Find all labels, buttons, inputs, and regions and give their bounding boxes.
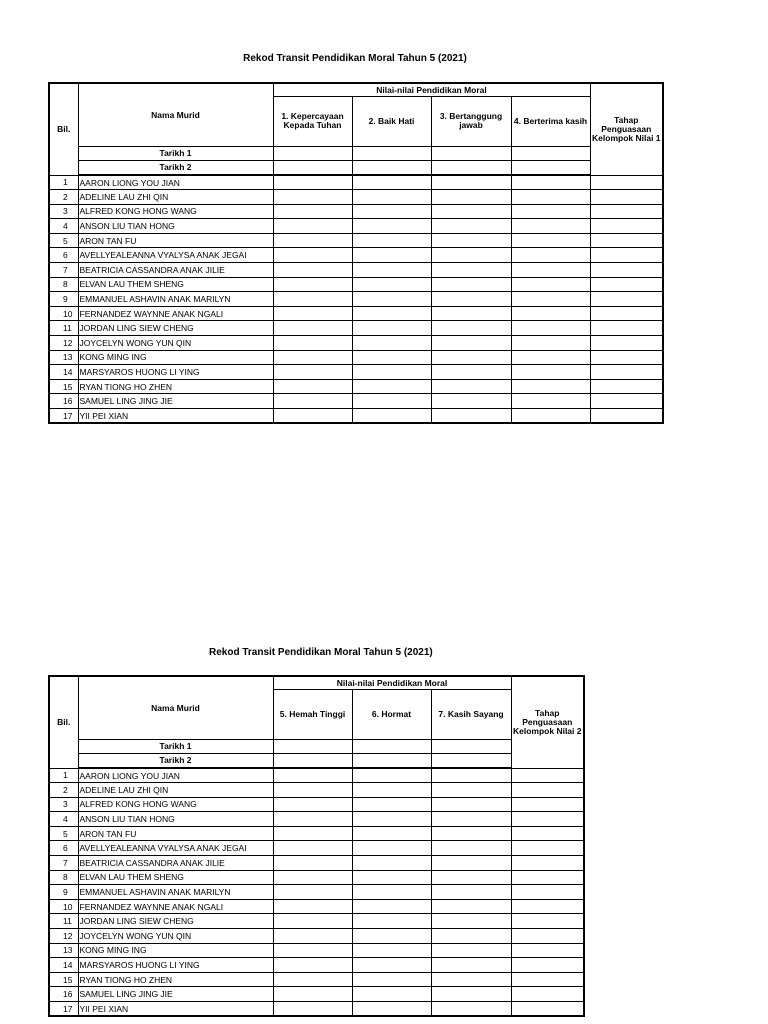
score-cell[interactable] xyxy=(273,768,352,783)
score-cell[interactable] xyxy=(431,248,511,263)
score-cell[interactable] xyxy=(590,219,663,234)
score-cell[interactable] xyxy=(431,306,511,321)
score-cell[interactable] xyxy=(511,277,590,292)
student-row xyxy=(49,841,584,856)
score-cell[interactable] xyxy=(273,292,352,307)
score-cell[interactable] xyxy=(352,175,431,190)
student-row xyxy=(49,885,584,900)
score-cell[interactable] xyxy=(431,292,511,307)
score-cell[interactable] xyxy=(352,204,431,219)
score-cell[interactable] xyxy=(590,175,663,190)
student-name: JOYCELYN WONG YUN QIN xyxy=(78,336,273,351)
student-name: AARON LIONG YOU JIAN xyxy=(78,768,273,783)
score-cell[interactable] xyxy=(511,248,590,263)
value-header-2: 2. Baik Hati xyxy=(352,96,431,146)
score-cell[interactable] xyxy=(431,350,511,365)
score-cell[interactable] xyxy=(352,306,431,321)
student-number: 11 xyxy=(49,321,78,336)
student-name: AARON LIONG YOU JIAN xyxy=(78,175,273,190)
score-cell[interactable] xyxy=(431,885,511,900)
student-number: 16 xyxy=(49,987,78,1002)
student-number: 7 xyxy=(49,263,78,278)
student-number: 10 xyxy=(49,306,78,321)
student-number: 2 xyxy=(49,190,78,205)
score-cell[interactable] xyxy=(590,321,663,336)
date1-cell[interactable] xyxy=(431,146,511,160)
score-cell[interactable] xyxy=(352,394,431,409)
score-cell[interactable] xyxy=(431,219,511,234)
score-cell[interactable] xyxy=(273,321,352,336)
date2-label: Tarikh 2 xyxy=(78,160,273,175)
score-cell[interactable] xyxy=(431,987,511,1002)
name-header: Nama Murid xyxy=(78,83,273,146)
score-cell[interactable] xyxy=(590,248,663,263)
score-cell[interactable] xyxy=(273,263,352,278)
student-name: RYAN TIONG HO ZHEN xyxy=(78,379,273,394)
score-cell[interactable] xyxy=(511,219,590,234)
score-cell[interactable] xyxy=(273,958,352,973)
score-cell[interactable] xyxy=(431,277,511,292)
student-name: ANSON LIU TIAN HONG xyxy=(78,812,273,827)
score-cell[interactable] xyxy=(352,987,431,1002)
score-cell[interactable] xyxy=(590,409,663,424)
score-cell[interactable] xyxy=(352,943,431,958)
student-row xyxy=(49,768,584,783)
score-cell[interactable] xyxy=(352,248,431,263)
date2-label: Tarikh 2 xyxy=(78,753,273,768)
student-name: MARSYAROS HUONG LI YING xyxy=(78,958,273,973)
score-cell[interactable] xyxy=(431,263,511,278)
student-rows-1 xyxy=(49,175,663,423)
score-cell[interactable] xyxy=(511,914,584,929)
score-cell[interactable] xyxy=(431,783,511,798)
score-cell[interactable] xyxy=(431,233,511,248)
student-name: ARON TAN FU xyxy=(78,826,273,841)
score-cell[interactable] xyxy=(352,972,431,987)
student-row xyxy=(49,190,663,205)
score-cell[interactable] xyxy=(511,263,590,278)
record-table-2 xyxy=(48,675,585,1017)
student-row xyxy=(49,958,584,973)
student-name: ALFRED KONG HONG WANG xyxy=(78,204,273,219)
date1-cell[interactable] xyxy=(273,146,352,160)
student-name: KONG MING ING xyxy=(78,350,273,365)
student-row xyxy=(49,899,584,914)
score-cell[interactable] xyxy=(352,233,431,248)
student-name: FERNANDEZ WAYNNE ANAK NGALI xyxy=(78,306,273,321)
date2-cell[interactable] xyxy=(273,753,352,768)
student-number: 17 xyxy=(49,1002,78,1017)
score-cell[interactable] xyxy=(590,394,663,409)
date1-label: Tarikh 1 xyxy=(78,739,273,753)
student-row xyxy=(49,943,584,958)
student-row xyxy=(49,175,663,190)
score-cell[interactable] xyxy=(352,350,431,365)
student-name: ALFRED KONG HONG WANG xyxy=(78,797,273,812)
score-cell[interactable] xyxy=(511,336,590,351)
score-cell[interactable] xyxy=(590,365,663,380)
score-cell[interactable] xyxy=(590,263,663,278)
student-row xyxy=(49,783,584,798)
score-cell[interactable] xyxy=(431,856,511,871)
score-cell[interactable] xyxy=(273,885,352,900)
student-row xyxy=(49,826,584,841)
student-name: ELVAN LAU THEM SHENG xyxy=(78,277,273,292)
student-row xyxy=(49,870,584,885)
student-number: 5 xyxy=(49,233,78,248)
score-cell[interactable] xyxy=(273,929,352,944)
score-cell[interactable] xyxy=(352,812,431,827)
score-cell[interactable] xyxy=(511,768,584,783)
score-cell[interactable] xyxy=(352,885,431,900)
date2-cell[interactable] xyxy=(352,160,431,175)
student-row xyxy=(49,336,663,351)
student-name: MARSYAROS HUONG LI YING xyxy=(78,365,273,380)
score-cell[interactable] xyxy=(273,175,352,190)
student-name: ARON TAN FU xyxy=(78,233,273,248)
student-row xyxy=(49,248,663,263)
student-row xyxy=(49,233,663,248)
score-cell[interactable] xyxy=(511,190,590,205)
score-cell[interactable] xyxy=(352,263,431,278)
score-cell[interactable] xyxy=(273,190,352,205)
score-cell[interactable] xyxy=(511,856,584,871)
date1-label: Tarikh 1 xyxy=(78,146,273,160)
score-cell[interactable] xyxy=(352,899,431,914)
value-header-4: 4. Berterima kasih xyxy=(511,96,590,146)
student-row xyxy=(49,394,663,409)
score-cell[interactable] xyxy=(431,394,511,409)
date1-cell[interactable] xyxy=(352,146,431,160)
mastery-level-header: Tahap Penguasaan Kelompok Nilai 1 xyxy=(590,83,663,175)
student-name: ADELINE LAU ZHI QIN xyxy=(78,783,273,798)
score-cell[interactable] xyxy=(431,321,511,336)
student-row xyxy=(49,204,663,219)
date1-cell[interactable] xyxy=(273,739,352,753)
student-number: 13 xyxy=(49,943,78,958)
score-cell[interactable] xyxy=(511,885,584,900)
bil-header: Bil. xyxy=(49,676,78,768)
student-name: RYAN TIONG HO ZHEN xyxy=(78,972,273,987)
score-cell[interactable] xyxy=(352,379,431,394)
student-number: 6 xyxy=(49,841,78,856)
date2-cell[interactable] xyxy=(431,753,511,768)
score-cell[interactable] xyxy=(273,797,352,812)
score-cell[interactable] xyxy=(273,248,352,263)
student-name: YII PEI XIAN xyxy=(78,409,273,424)
student-name: JOYCELYN WONG YUN QIN xyxy=(78,929,273,944)
student-name: SAMUEL LING JING JIE xyxy=(78,987,273,1002)
score-cell[interactable] xyxy=(352,321,431,336)
student-number: 12 xyxy=(49,336,78,351)
student-row xyxy=(49,306,663,321)
student-name: EMMANUEL ASHAVIN ANAK MARILYN xyxy=(78,292,273,307)
score-cell[interactable] xyxy=(431,409,511,424)
student-row xyxy=(49,914,584,929)
bil-header: Bil. xyxy=(49,83,78,175)
student-name: JORDAN LING SIEW CHENG xyxy=(78,321,273,336)
score-cell[interactable] xyxy=(511,306,590,321)
student-number: 9 xyxy=(49,885,78,900)
score-cell[interactable] xyxy=(590,306,663,321)
student-name: BEATRICIA CASSANDRA ANAK JILIE xyxy=(78,263,273,278)
score-cell[interactable] xyxy=(511,233,590,248)
student-row xyxy=(49,321,663,336)
score-cell[interactable] xyxy=(511,394,590,409)
student-name: SAMUEL LING JING JIE xyxy=(78,394,273,409)
student-number: 14 xyxy=(49,958,78,973)
score-cell[interactable] xyxy=(273,783,352,798)
score-cell[interactable] xyxy=(511,783,584,798)
score-cell[interactable] xyxy=(352,914,431,929)
student-name: JORDAN LING SIEW CHENG xyxy=(78,914,273,929)
score-cell[interactable] xyxy=(352,841,431,856)
score-cell[interactable] xyxy=(273,233,352,248)
student-row xyxy=(49,929,584,944)
score-cell[interactable] xyxy=(431,958,511,973)
student-row xyxy=(49,1002,584,1017)
name-header: Nama Murid xyxy=(78,676,273,739)
score-cell[interactable] xyxy=(431,336,511,351)
score-cell[interactable] xyxy=(273,219,352,234)
score-cell[interactable] xyxy=(511,929,584,944)
score-cell[interactable] xyxy=(273,1002,352,1017)
student-name: AVELLYEALEANNA VYALYSA ANAK JEGAI xyxy=(78,248,273,263)
student-name: ELVAN LAU THEM SHENG xyxy=(78,870,273,885)
student-number: 15 xyxy=(49,379,78,394)
student-row xyxy=(49,277,663,292)
score-cell[interactable] xyxy=(273,856,352,871)
score-cell[interactable] xyxy=(352,365,431,380)
score-cell[interactable] xyxy=(352,768,431,783)
score-cell[interactable] xyxy=(273,394,352,409)
score-cell[interactable] xyxy=(431,870,511,885)
student-row xyxy=(49,263,663,278)
value-header-5: 5. Hemah Tinggi xyxy=(273,689,352,739)
score-cell[interactable] xyxy=(590,204,663,219)
record-table-1 xyxy=(48,82,664,424)
student-row xyxy=(49,856,584,871)
score-cell[interactable] xyxy=(511,350,590,365)
score-cell[interactable] xyxy=(352,783,431,798)
score-cell[interactable] xyxy=(352,190,431,205)
values-group-header: Nilai-nilai Pendidikan Moral xyxy=(273,83,590,96)
student-number: 16 xyxy=(49,394,78,409)
student-number: 5 xyxy=(49,826,78,841)
student-row xyxy=(49,365,663,380)
student-number: 17 xyxy=(49,409,78,424)
score-cell[interactable] xyxy=(273,987,352,1002)
score-cell[interactable] xyxy=(431,972,511,987)
date2-cell[interactable] xyxy=(352,753,431,768)
student-name: AVELLYEALEANNA VYALYSA ANAK JEGAI xyxy=(78,841,273,856)
student-number: 15 xyxy=(49,972,78,987)
student-name: YII PEI XIAN xyxy=(78,1002,273,1017)
date1-cell[interactable] xyxy=(431,739,511,753)
student-number: 8 xyxy=(49,870,78,885)
student-number: 3 xyxy=(49,797,78,812)
score-cell[interactable] xyxy=(352,292,431,307)
student-rows-2 xyxy=(49,768,584,1016)
student-number: 7 xyxy=(49,856,78,871)
score-cell[interactable] xyxy=(431,190,511,205)
score-cell[interactable] xyxy=(511,841,584,856)
score-cell[interactable] xyxy=(511,292,590,307)
score-cell[interactable] xyxy=(511,943,584,958)
score-cell[interactable] xyxy=(273,336,352,351)
student-row xyxy=(49,350,663,365)
score-cell[interactable] xyxy=(352,1002,431,1017)
score-cell[interactable] xyxy=(352,277,431,292)
score-cell[interactable] xyxy=(352,826,431,841)
value-header-6: 6. Hormat xyxy=(352,689,431,739)
student-number: 12 xyxy=(49,929,78,944)
score-cell[interactable] xyxy=(511,1002,584,1017)
score-cell[interactable] xyxy=(511,972,584,987)
score-cell[interactable] xyxy=(273,812,352,827)
score-cell[interactable] xyxy=(511,870,584,885)
date1-cell[interactable] xyxy=(511,146,590,160)
student-name: BEATRICIA CASSANDRA ANAK JILIE xyxy=(78,856,273,871)
date1-cell[interactable] xyxy=(352,739,431,753)
score-cell[interactable] xyxy=(431,826,511,841)
table1-title: Rekod Transit Pendidikan Moral Tahun 5 (2021) xyxy=(243,53,467,64)
score-cell[interactable] xyxy=(273,277,352,292)
mastery-level-header: Tahap Penguasaan Kelompok Nilai 2 xyxy=(511,676,584,768)
score-cell[interactable] xyxy=(352,856,431,871)
student-number: 1 xyxy=(49,768,78,783)
score-cell[interactable] xyxy=(511,899,584,914)
score-cell[interactable] xyxy=(273,826,352,841)
score-cell[interactable] xyxy=(511,204,590,219)
value-header-1: 1. Kepercayaan Kepada Tuhan xyxy=(273,96,352,146)
score-cell[interactable] xyxy=(431,797,511,812)
score-cell[interactable] xyxy=(273,914,352,929)
values-group-header: Nilai-nilai Pendidikan Moral xyxy=(273,676,511,689)
score-cell[interactable] xyxy=(431,365,511,380)
student-number: 14 xyxy=(49,365,78,380)
student-row xyxy=(49,219,663,234)
score-cell[interactable] xyxy=(431,899,511,914)
score-cell[interactable] xyxy=(590,277,663,292)
score-cell[interactable] xyxy=(352,409,431,424)
score-cell[interactable] xyxy=(273,379,352,394)
student-number: 10 xyxy=(49,899,78,914)
score-cell[interactable] xyxy=(273,972,352,987)
student-number: 1 xyxy=(49,175,78,190)
date2-cell[interactable] xyxy=(273,160,352,175)
student-row xyxy=(49,292,663,307)
score-cell[interactable] xyxy=(273,306,352,321)
score-cell[interactable] xyxy=(352,219,431,234)
score-cell[interactable] xyxy=(431,768,511,783)
student-number: 9 xyxy=(49,292,78,307)
score-cell[interactable] xyxy=(590,292,663,307)
student-row xyxy=(49,972,584,987)
student-row xyxy=(49,409,663,424)
student-number: 8 xyxy=(49,277,78,292)
student-number: 11 xyxy=(49,914,78,929)
score-cell[interactable] xyxy=(590,336,663,351)
score-cell[interactable] xyxy=(511,365,590,380)
student-name: KONG MING ING xyxy=(78,943,273,958)
value-header-7: 7. Kasih Sayang xyxy=(431,689,511,739)
score-cell[interactable] xyxy=(273,409,352,424)
score-cell[interactable] xyxy=(352,797,431,812)
student-row xyxy=(49,987,584,1002)
score-cell[interactable] xyxy=(431,379,511,394)
score-cell[interactable] xyxy=(431,929,511,944)
score-cell[interactable] xyxy=(511,409,590,424)
score-cell[interactable] xyxy=(431,175,511,190)
student-row xyxy=(49,379,663,394)
student-number: 4 xyxy=(49,812,78,827)
student-name: FERNANDEZ WAYNNE ANAK NGALI xyxy=(78,899,273,914)
date2-cell[interactable] xyxy=(511,160,590,175)
score-cell[interactable] xyxy=(352,870,431,885)
score-cell[interactable] xyxy=(511,321,590,336)
score-cell[interactable] xyxy=(431,1002,511,1017)
student-name: EMMANUEL ASHAVIN ANAK MARILYN xyxy=(78,885,273,900)
score-cell[interactable] xyxy=(590,233,663,248)
score-cell[interactable] xyxy=(511,987,584,1002)
score-cell[interactable] xyxy=(511,175,590,190)
score-cell[interactable] xyxy=(352,336,431,351)
score-cell[interactable] xyxy=(431,812,511,827)
value-header-3: 3. Bertanggung jawab xyxy=(431,96,511,146)
student-number: 4 xyxy=(49,219,78,234)
score-cell[interactable] xyxy=(511,812,584,827)
score-cell[interactable] xyxy=(431,841,511,856)
student-number: 13 xyxy=(49,350,78,365)
student-number: 6 xyxy=(49,248,78,263)
score-cell[interactable] xyxy=(590,350,663,365)
score-cell[interactable] xyxy=(352,958,431,973)
student-row xyxy=(49,797,584,812)
score-cell[interactable] xyxy=(590,379,663,394)
score-cell[interactable] xyxy=(273,870,352,885)
score-cell[interactable] xyxy=(273,841,352,856)
student-name: ADELINE LAU ZHI QIN xyxy=(78,190,273,205)
table2-title: Rekod Transit Pendidikan Moral Tahun 5 (2021) xyxy=(209,647,433,658)
student-number: 3 xyxy=(49,204,78,219)
student-row xyxy=(49,812,584,827)
score-cell[interactable] xyxy=(511,797,584,812)
score-cell[interactable] xyxy=(273,365,352,380)
score-cell[interactable] xyxy=(352,929,431,944)
date2-cell[interactable] xyxy=(431,160,511,175)
score-cell[interactable] xyxy=(511,826,584,841)
score-cell[interactable] xyxy=(273,350,352,365)
score-cell[interactable] xyxy=(431,204,511,219)
score-cell[interactable] xyxy=(273,943,352,958)
student-name: ANSON LIU TIAN HONG xyxy=(78,219,273,234)
student-number: 2 xyxy=(49,783,78,798)
score-cell[interactable] xyxy=(431,943,511,958)
score-cell[interactable] xyxy=(511,379,590,394)
score-cell[interactable] xyxy=(273,204,352,219)
score-cell[interactable] xyxy=(273,899,352,914)
score-cell[interactable] xyxy=(431,914,511,929)
score-cell[interactable] xyxy=(511,958,584,973)
score-cell[interactable] xyxy=(590,190,663,205)
